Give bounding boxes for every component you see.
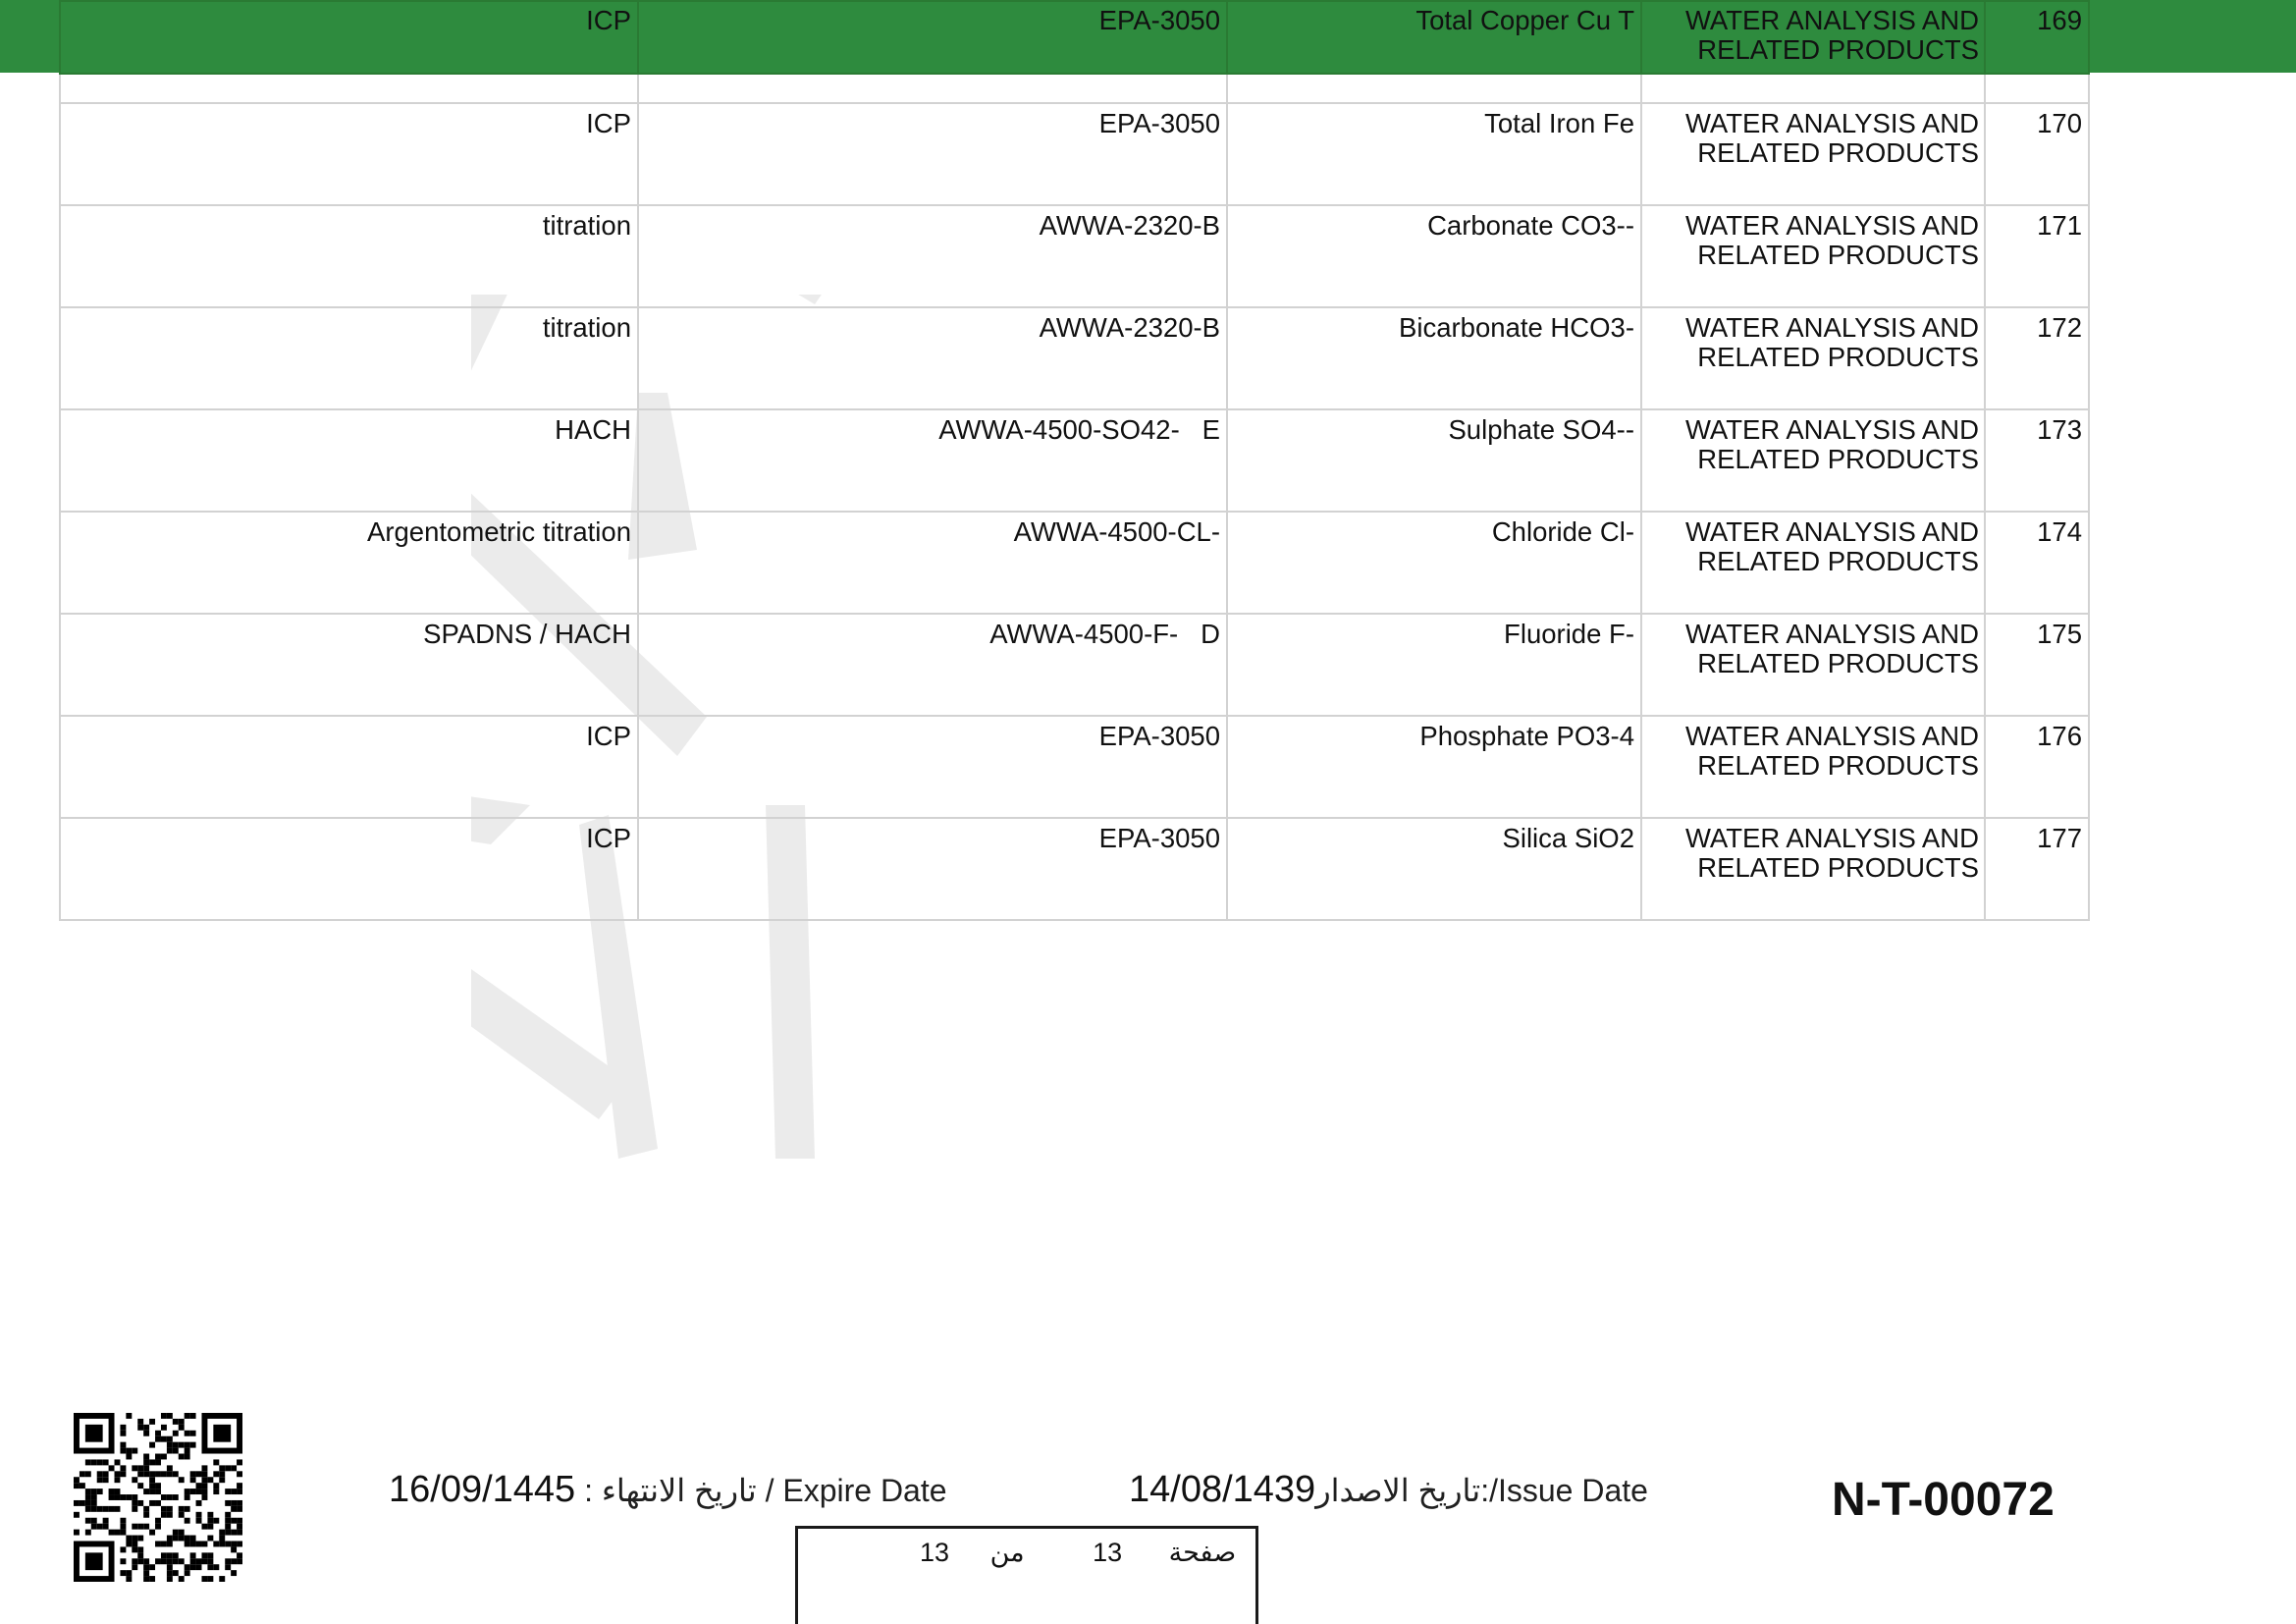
domain-line-1: WATER ANALYSIS AND xyxy=(1684,5,1979,35)
expire-date xyxy=(389,1469,947,1518)
domain-line-1: WATER ANALYSIS AND xyxy=(1684,312,1979,343)
table-row xyxy=(60,409,2089,512)
row-number-cell: 175 xyxy=(1985,614,2089,716)
standard-cell: AWWA-4500-CL- xyxy=(638,512,1227,614)
page-current: 13 xyxy=(1093,1538,1123,1567)
domain-cell xyxy=(1641,103,1985,205)
test-cell: Chloride Cl- xyxy=(1227,512,1641,614)
expire-date-value: 16/09/1445 xyxy=(389,1469,576,1510)
method-cell: HACH xyxy=(60,409,638,512)
standard-cell: AWWA-4500-F- D xyxy=(638,614,1227,716)
test-cell: Total Iron Fe xyxy=(1227,103,1641,205)
domain-line-1: WATER ANALYSIS AND xyxy=(1684,721,1979,751)
row-number-cell: 176 xyxy=(1985,716,2089,818)
row-number-cell: 171 xyxy=(1985,205,2089,307)
domain-line-1: WATER ANALYSIS AND xyxy=(1684,414,1979,445)
domain-line-1: WATER ANALYSIS AND xyxy=(1684,210,1979,241)
domain-cell xyxy=(1641,1,1985,74)
row-number-cell: 172 xyxy=(1985,307,2089,409)
domain-cell xyxy=(1641,818,1985,920)
issue-date-value: 14/08/1439 xyxy=(1129,1469,1316,1510)
domain-cell xyxy=(1641,512,1985,614)
expire-date-separator: : xyxy=(575,1473,602,1508)
domain-line-2: RELATED PRODUCTS xyxy=(1697,342,1979,372)
page-of-label: من xyxy=(989,1538,1025,1567)
standard-cell: AWWA-2320-B xyxy=(638,307,1227,409)
test-cell: Phosphate PO3-4 xyxy=(1227,716,1641,818)
row-number-cell: 169 xyxy=(1985,1,2089,74)
domain-line-1: WATER ANALYSIS AND xyxy=(1684,108,1979,138)
domain-line-2: RELATED PRODUCTS xyxy=(1697,137,1979,168)
issue-date-caption-ar: :تاريخ الاصدار xyxy=(1315,1473,1490,1508)
method-cell: ICP xyxy=(60,103,638,205)
standard-cell: AWWA-2320-B xyxy=(638,205,1227,307)
test-cell: Carbonate CO3-- xyxy=(1227,205,1641,307)
domain-line-1: WATER ANALYSIS AND xyxy=(1684,823,1979,853)
domain-line-2: RELATED PRODUCTS xyxy=(1697,852,1979,883)
method-cell: titration xyxy=(60,307,638,409)
row-number-cell: 177 xyxy=(1985,818,2089,920)
domain-cell xyxy=(1641,205,1985,307)
domain-cell xyxy=(1641,614,1985,716)
test-cell: Fluoride F- xyxy=(1227,614,1641,716)
table-row xyxy=(60,103,2089,205)
standard-cell: EPA-3050 xyxy=(638,1,1227,74)
standard-cell: EPA-3050 xyxy=(638,103,1227,205)
domain-line-2: RELATED PRODUCTS xyxy=(1697,750,1979,781)
row-number-cell: 170 xyxy=(1985,103,2089,205)
standard-cell: EPA-3050 xyxy=(638,818,1227,920)
method-cell: ICP xyxy=(60,818,638,920)
expire-date-caption-ar: تاريخ الانتهاء xyxy=(601,1473,757,1508)
domain-line-1: WATER ANALYSIS AND xyxy=(1684,516,1979,547)
document-code: N-T-00072 xyxy=(1832,1474,2055,1526)
domain-line-2: RELATED PRODUCTS xyxy=(1697,648,1979,678)
expire-date-caption-en: / Expire Date xyxy=(756,1473,947,1508)
page-label: صفحة xyxy=(1168,1538,1237,1567)
table-row-spacer xyxy=(60,74,2089,103)
standard-cell: EPA-3050 xyxy=(638,716,1227,818)
table-row xyxy=(60,205,2089,307)
domain-cell xyxy=(1641,409,1985,512)
page-counter xyxy=(795,1526,1258,1624)
domain-line-2: RELATED PRODUCTS xyxy=(1697,444,1979,474)
domain-line-2: RELATED PRODUCTS xyxy=(1697,240,1979,270)
test-cell: Silica SiO2 xyxy=(1227,818,1641,920)
issue-date-caption-en: /Issue Date xyxy=(1489,1473,1648,1508)
domain-cell xyxy=(1641,307,1985,409)
method-cell: titration xyxy=(60,205,638,307)
accreditation-scope-table xyxy=(59,0,2090,921)
qr-code-icon xyxy=(74,1413,242,1582)
table-row xyxy=(60,716,2089,818)
table-row xyxy=(60,818,2089,920)
test-cell: Sulphate SO4-- xyxy=(1227,409,1641,512)
row-number-cell: 173 xyxy=(1985,409,2089,512)
table-row xyxy=(60,512,2089,614)
row-number-cell: 174 xyxy=(1985,512,2089,614)
method-cell: Argentometric titration xyxy=(60,512,638,614)
domain-cell xyxy=(1641,716,1985,818)
standard-cell: AWWA-4500-SO42- E xyxy=(638,409,1227,512)
table-row-header-band xyxy=(60,1,2089,74)
table-row xyxy=(60,307,2089,409)
issue-date xyxy=(1129,1469,1648,1518)
table-row xyxy=(60,614,2089,716)
method-cell: SPADNS / HACH xyxy=(60,614,638,716)
page-total: 13 xyxy=(920,1538,950,1567)
domain-line-2: RELATED PRODUCTS xyxy=(1697,34,1979,65)
method-cell: ICP xyxy=(60,1,638,74)
domain-line-2: RELATED PRODUCTS xyxy=(1697,546,1979,576)
test-cell: Bicarbonate HCO3- xyxy=(1227,307,1641,409)
test-cell: Total Copper Cu T xyxy=(1227,1,1641,74)
domain-line-1: WATER ANALYSIS AND xyxy=(1684,619,1979,649)
method-cell: ICP xyxy=(60,716,638,818)
